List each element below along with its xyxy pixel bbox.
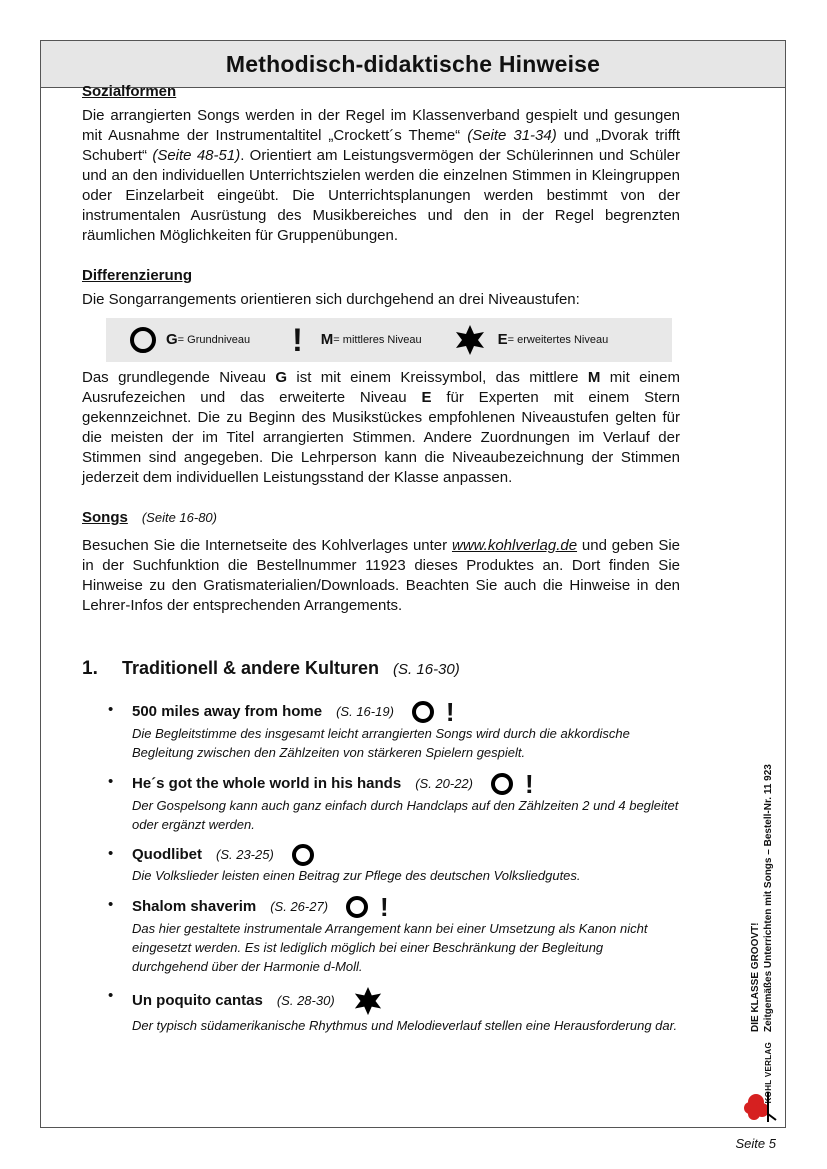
song-name: 500 miles away from home (132, 703, 323, 720)
niveau-legend (106, 318, 672, 362)
circle-icon (412, 701, 434, 723)
page-number: Seite 5 (735, 1136, 776, 1151)
songs-ref: (Seite 16-80) (141, 510, 217, 525)
legend-grundniveau: G = Grundniveau (130, 327, 250, 353)
sozialformen-text: Die arrangierten Songs werden in der Regel im Klassenverband gespielt und gesungen mit Ausnahme der Instrumentaltitel „Crockett´s Theme“ (Seite 31-34) und „Dvorak trifft Schubert“ (Seite 48-51). Orientiert am Leistungsvermögen der Schülerinnen und Schüler und an den individuellen Unterrichtszielen werden die einzelnen Stimmen in Kleingruppen oder Einzelarbeit eingeübt. Die Unterrichtsplanungen werden bestimmt von der instrumentalen Ausrüstung des Musikbereiches und den in der Regel begrenzten räumlichen Möglichkeiten für Gruppenübungen. (82, 107, 681, 244)
list-item: • Shalom shaverim (S. 26-27) ! Das hier gestaltete instrumentale Arrangement kann bei einer Umsetzung als Kanon nicht eingesetzt werden. Es ist lediglich möglich bei einer Beschränkung der Begleitung durchgehend über der Harmonie d-Moll. (108, 895, 680, 976)
exclamation-icon: ! (525, 769, 534, 799)
main-content (82, 82, 680, 1045)
song-ref: (S. 23-25) (216, 847, 274, 862)
song-name: Un poquito cantas (132, 992, 263, 1009)
song-description: Der typisch südamerikanische Rhythmus und Melodieverlauf stellen eine Herausforderung dar. (132, 1018, 678, 1033)
songs-text: Besuchen Sie die Internetseite des Kohlverlages unter www.kohlverlag.de und geben Sie in der Suchfunktion die Bestellnummer 11923 dieses Produktes an. Dort finden Sie Hinweise zu den Gratismaterialien/Downloads. Beachten Sie auch die Hinweise in den Lehrer-Infos der entsprechenden Arrangements. (82, 537, 681, 614)
ref-seite-48-51: (Seite 48-51) (152, 147, 241, 164)
song-description: Die Volkslieder leisten einen Beitrag zur Pflege des deutschen Volksliedgutes. (132, 868, 581, 883)
sidebar-line-1: DIE KLASSE GROOVT! (750, 922, 761, 1032)
song-name: He´s got the whole world in his hands (132, 775, 402, 792)
song-name: Shalom shaverim (132, 898, 257, 915)
list-item: • He´s got the whole world in his hands (S. 20-22) ! Der Gospelsong kann auch ganz einfach durch Handclaps auf den Zählzeiten 2 und 4 begleitet oder ergänzt werden. (108, 769, 679, 832)
section-title-songs: Songs (82, 509, 128, 526)
kohl-verlag-logo (742, 1040, 782, 1122)
song-description: Die Begleitstimme des insgesamt leicht arrangierten Songs wird durch die akkordische Begleitung zwischen den Zählzeiten von stärkeren Spielern gespielt. (132, 726, 630, 760)
header-bar (41, 41, 785, 88)
song-ref: (S. 20-22) (415, 776, 473, 791)
chapter-ref: (S. 16-30) (393, 661, 460, 678)
differenzierung-intro: Die Songarrangements orientieren sich durchgehend an drei Niveaustufen: (82, 291, 580, 308)
song-ref: (S. 28-30) (276, 993, 335, 1008)
logo-text: KOHL VERLAG (764, 1042, 773, 1104)
exclamation-icon: ! (445, 697, 455, 727)
song-list (82, 697, 680, 1035)
sidebar-publisher-info (748, 752, 778, 1052)
differenzierung-text: Das grundlegende Niveau G ist mit einem Kreissymbol, das mittlere M mit einem Ausrufezeichen und das erweiterte Niveau E für Experten mit einem Stern gekennzeichnet. Die zu Beginn des Musikstückes empfohlenen Niveaustufen gelten für die meisten der im Titel arrangierten Stimmen. Andere Zuordnungen im Verlauf der Stimmen sind angegeben. Die Lehrperson kann die Niveaubezeichnung der Stimmen jederzeit dem individuellen Leistungsstand der Klasse anpassen. (82, 369, 680, 486)
section-title-sozialformen: Sozialformen (82, 83, 177, 100)
chapter-heading: 1. Traditionell & andere Kulturen (S. 16-30) (82, 658, 460, 679)
circle-icon (130, 327, 156, 353)
kohlverlag-link[interactable]: www.kohlverlag.de (451, 537, 578, 554)
section-songs-header (82, 508, 680, 528)
list-item: • 500 miles away from home (S. 16-19) ! Die Begleitstimme des insgesamt leicht arrangierten Songs wird durch die akkordische Begleitung zwischen den Zählzeiten von stärkeren Spielern gespielt. (108, 700, 680, 762)
tree-icon (742, 1084, 782, 1124)
page-title: Methodisch-didaktische Hinweise (225, 50, 601, 77)
star-icon (454, 324, 486, 356)
star-icon (353, 986, 383, 1016)
legend-mittleres-niveau: ! M = mittleres Niveau (292, 322, 422, 358)
exclamation-icon: ! (380, 892, 389, 922)
song-name: Quodlibet (132, 846, 202, 863)
list-item: • Quodlibet (S. 23-25) Die Volkslieder leisten einen Beitrag zur Pflege des deutschen Volksliedgutes. (108, 844, 680, 885)
exclamation-icon: ! (292, 322, 303, 358)
sidebar-line-2: Zeitgemäßes Unterrichten mit Songs – Bestell-Nr. 11 923 (763, 764, 774, 1032)
song-ref: (S. 16-19) (336, 704, 394, 719)
circle-icon (491, 773, 513, 795)
circle-icon (346, 896, 368, 918)
ref-seite-31-34: (Seite 31-34) (467, 127, 557, 144)
song-description: Der Gospelsong kann auch ganz einfach durch Handclaps auf den Zählzeiten 2 und 4 begleitet oder ergänzt werden. (132, 798, 679, 832)
song-ref: (S. 26-27) (270, 899, 329, 914)
list-item: • Un poquito cantas (S. 28-30) Der typisch südamerikanische Rhythmus und Melodieverlauf stellen eine Herausforderung dar. (108, 986, 680, 1035)
circle-icon (292, 844, 314, 866)
legend-erweitertes-niveau: E = erweitertes Niveau (454, 324, 609, 356)
chapter-title: Traditionell & andere Kulturen (122, 658, 380, 678)
section-title-differenzierung: Differenzierung (82, 267, 193, 284)
song-description: Das hier gestaltete instrumentale Arrangement kann bei einer Umsetzung als Kanon nicht eingesetzt werden. Es ist lediglich möglich bei einer Beschränkung der Begleitung durchgehend über der Harmonie d-Moll. (132, 921, 648, 974)
